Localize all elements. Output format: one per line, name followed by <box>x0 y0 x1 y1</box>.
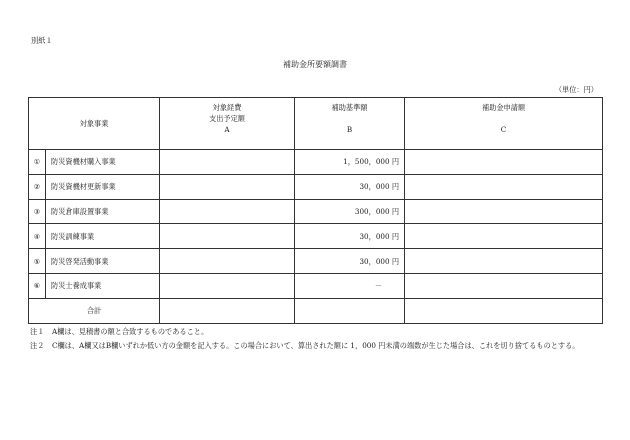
row-project-name: 防災倉庫設置事業 <box>46 199 160 224</box>
table-row <box>29 273 603 298</box>
header-col-b-letter: B <box>346 125 353 135</box>
row-project-name: 防災資機材購入事業 <box>46 150 160 175</box>
row-planned-expense[interactable] <box>160 199 295 224</box>
row-standard-amount: 300，000 円 <box>295 199 405 224</box>
row-planned-expense[interactable] <box>160 224 295 249</box>
row-number: ① <box>29 150 46 175</box>
row-standard-amount: － <box>295 273 405 298</box>
table-row <box>29 224 603 249</box>
row-standard-amount: 30，000 円 <box>295 224 405 249</box>
total-requested-amount[interactable] <box>405 298 603 323</box>
table-row <box>29 174 603 199</box>
row-standard-amount: 30，000 円 <box>295 249 405 274</box>
header-target-project: 対象事業 <box>29 98 160 150</box>
row-project-name: 防災士養成事業 <box>46 273 160 298</box>
header-col-c <box>405 98 603 150</box>
page-title: 補助金所要額調書 <box>283 60 347 69</box>
row-requested-amount[interactable] <box>405 199 603 224</box>
row-requested-amount[interactable] <box>405 150 603 175</box>
row-number: ④ <box>29 224 46 249</box>
note-1 <box>30 325 610 339</box>
header-col-a-line1: 対象経費 <box>212 103 242 112</box>
header-col-c-letter: C <box>500 125 507 135</box>
row-number: ③ <box>29 199 46 224</box>
row-standard-amount: 1，500，000 円 <box>295 150 405 175</box>
header-col-a <box>160 98 295 150</box>
note-mark: 注２ <box>30 341 45 350</box>
unit-note: （単位：円） <box>554 85 598 94</box>
table-total-row <box>29 298 603 323</box>
row-project-name: 防災訓練事業 <box>46 224 160 249</box>
row-requested-amount[interactable] <box>405 174 603 199</box>
subsidy-table <box>28 97 603 324</box>
row-requested-amount[interactable] <box>405 224 603 249</box>
row-number: ⑥ <box>29 273 46 298</box>
row-planned-expense[interactable] <box>160 150 295 175</box>
row-planned-expense[interactable] <box>160 273 295 298</box>
row-project-name: 防災資機材更新事業 <box>46 174 160 199</box>
total-label: 合計 <box>29 298 160 323</box>
row-standard-amount: 30，000 円 <box>295 174 405 199</box>
header-col-a-line2: 支出予定額 <box>209 114 245 124</box>
total-planned-expense[interactable] <box>160 298 295 323</box>
attachment-label: 別紙１ <box>31 36 53 45</box>
row-planned-expense[interactable] <box>160 249 295 274</box>
header-col-a-letter: A <box>224 125 230 135</box>
note-2 <box>30 339 610 353</box>
note-text: A欄は、見積書の額と合致するものであること。 <box>52 327 209 336</box>
table-row <box>29 199 603 224</box>
header-col-c-label: 補助金申請額 <box>481 103 526 112</box>
note-mark: 注１ <box>30 327 45 336</box>
row-planned-expense[interactable] <box>160 174 295 199</box>
row-number: ⑤ <box>29 249 46 274</box>
header-col-b <box>295 98 405 150</box>
notes <box>30 325 610 353</box>
table-header-row <box>29 98 603 150</box>
table-row <box>29 150 603 175</box>
row-number: ② <box>29 174 46 199</box>
row-project-name: 防災啓発活動事業 <box>46 249 160 274</box>
table-row <box>29 249 603 274</box>
header-col-b-label: 補助基準額 <box>331 103 368 112</box>
row-requested-amount[interactable] <box>405 249 603 274</box>
total-standard-amount <box>295 298 405 323</box>
note-text: C欄は、A欄又はB欄いずれか低い方の金額を記入する。この場合において、算出された額に 1，000 円未満の端数が生じた場合は、これを切り捨てるものとする。 <box>52 341 580 350</box>
row-requested-amount[interactable] <box>405 273 603 298</box>
